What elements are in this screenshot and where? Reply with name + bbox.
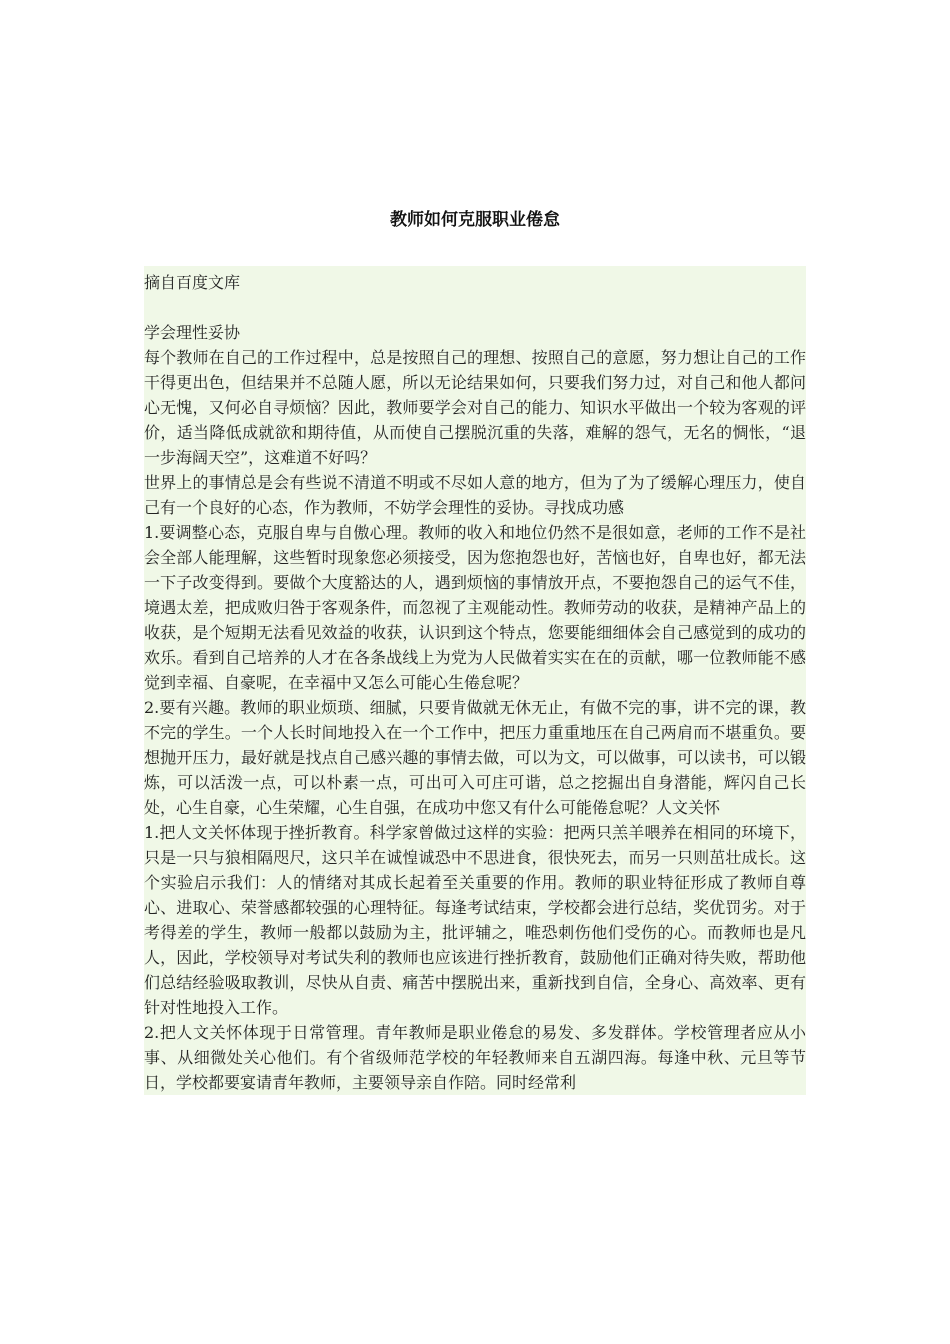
paragraph-frustration-education: 1.把人文关怀体现于挫折教育。科学家曾做过这样的实验：把两只羔羊喂养在相同的环境下，只是一只与狼相隔咫尺，这只羊在诚惶诚恐中不思进食，很快死去，而另一只则茁壮成长。这个实验启示我们：人的情绪对其成长起着至关重要的作用。教师的职业特征形成了教师自尊心、进取心、荣誉感都较强的心理特征。每逢考试结束，学校都会进行总结，奖优罚劣。对于考得差的学生，教师一般都以鼓励为主，批评辅之，唯恐刺伤他们受伤的心。而教师也是凡人，因此，学校领导对考试失利的教师也应该进行挫折教育，鼓励他们正确对待失败，帮助他们总结经验吸取教训，尽快从自责、痛苦中摆脱出来，重新找到自信，全身心、高效率、更有针对性地投入工作。 (144, 823, 806, 1017)
source-line: 摘自百度文库 (144, 273, 241, 292)
document-title: 教师如何克服职业倦怠 (390, 210, 560, 230)
spacer (144, 295, 806, 320)
section-heading: 学会理性妥协 (144, 323, 241, 342)
paragraph-compromise-summary: 世界上的事情总是会有些说不清道不明或不尽如人意的地方，但为了为了缓解心理压力，使自己有一个良好的心态，作为教师，不妨学会理性的妥协。寻找成功感 (144, 473, 806, 517)
paragraph-daily-management: 2.把人文关怀体现于日常管理。青年教师是职业倦怠的易发、多发群体。学校管理者应从小事、从细微处关心他们。有个省级师范学校的年轻教师来自五湖四海。每逢中秋、元旦等节日，学校都要宴请青年教师，主要领导亲自作陪。同时经常利 (144, 1023, 806, 1092)
paragraph-adjust-mindset: 1.要调整心态，克服自卑与自傲心理。教师的收入和地位仍然不是很如意，老师的工作不是社会全部人能理解，这些暂时现象您必须接受，因为您抱怨也好，苦恼也好，自卑也好，都无法一下子改变得到。要做个大度豁达的人，遇到烦恼的事情放开点，不要抱怨自己的运气不佳，境遇太差，把成败归咎于客观条件，而忽视了主观能动性。教师劳动的收获，是精神产品上的收获，是个短期无法看见效益的收获，认识到这个特点，您要能细细体会自己感觉到的成功的欢乐。看到自己培养的人才在各条战线上为党为人民做着实实在在的贡献，哪一位教师能不感觉到幸福、自豪呢，在幸福中又怎么可能心生倦怠呢？ (144, 523, 806, 692)
paragraph-rational-compromise: 每个教师在自己的工作过程中，总是按照自己的理想、按照自己的意愿，努力想让自己的工作干得更出色，但结果并不总随人愿，所以无论结果如何，只要我们努力过，对自己和他人都问心无愧，又何必自寻烦恼？因此，教师要学会对自己的能力、知识水平做出一个较为客观的评价，适当降低成就欲和期待值，从而使自己摆脱沉重的失落，难解的怨气，无名的惆怅，“退一步海阔天空”，这难道不好吗？ (144, 348, 806, 467)
paragraph-have-interest: 2.要有兴趣。教师的职业烦琐、细腻，只要肯做就无休无止，有做不完的事，讲不完的课，教不完的学生。一个人长时间地投入在一个工作中，把压力重重地压在自己两肩而不堪重负。要想抛开压力，最好就是找点自己感兴趣的事情去做，可以为文，可以做事，可以读书，可以锻炼，可以活泼一点，可以朴素一点，可出可入可庄可谐，总之挖掘出自身潜能，辉闪自己长处，心生自豪，心生荣耀，心生自强，在成功中您又有什么可能倦怠呢？人文关怀 (144, 698, 806, 817)
document-body (144, 266, 806, 1095)
